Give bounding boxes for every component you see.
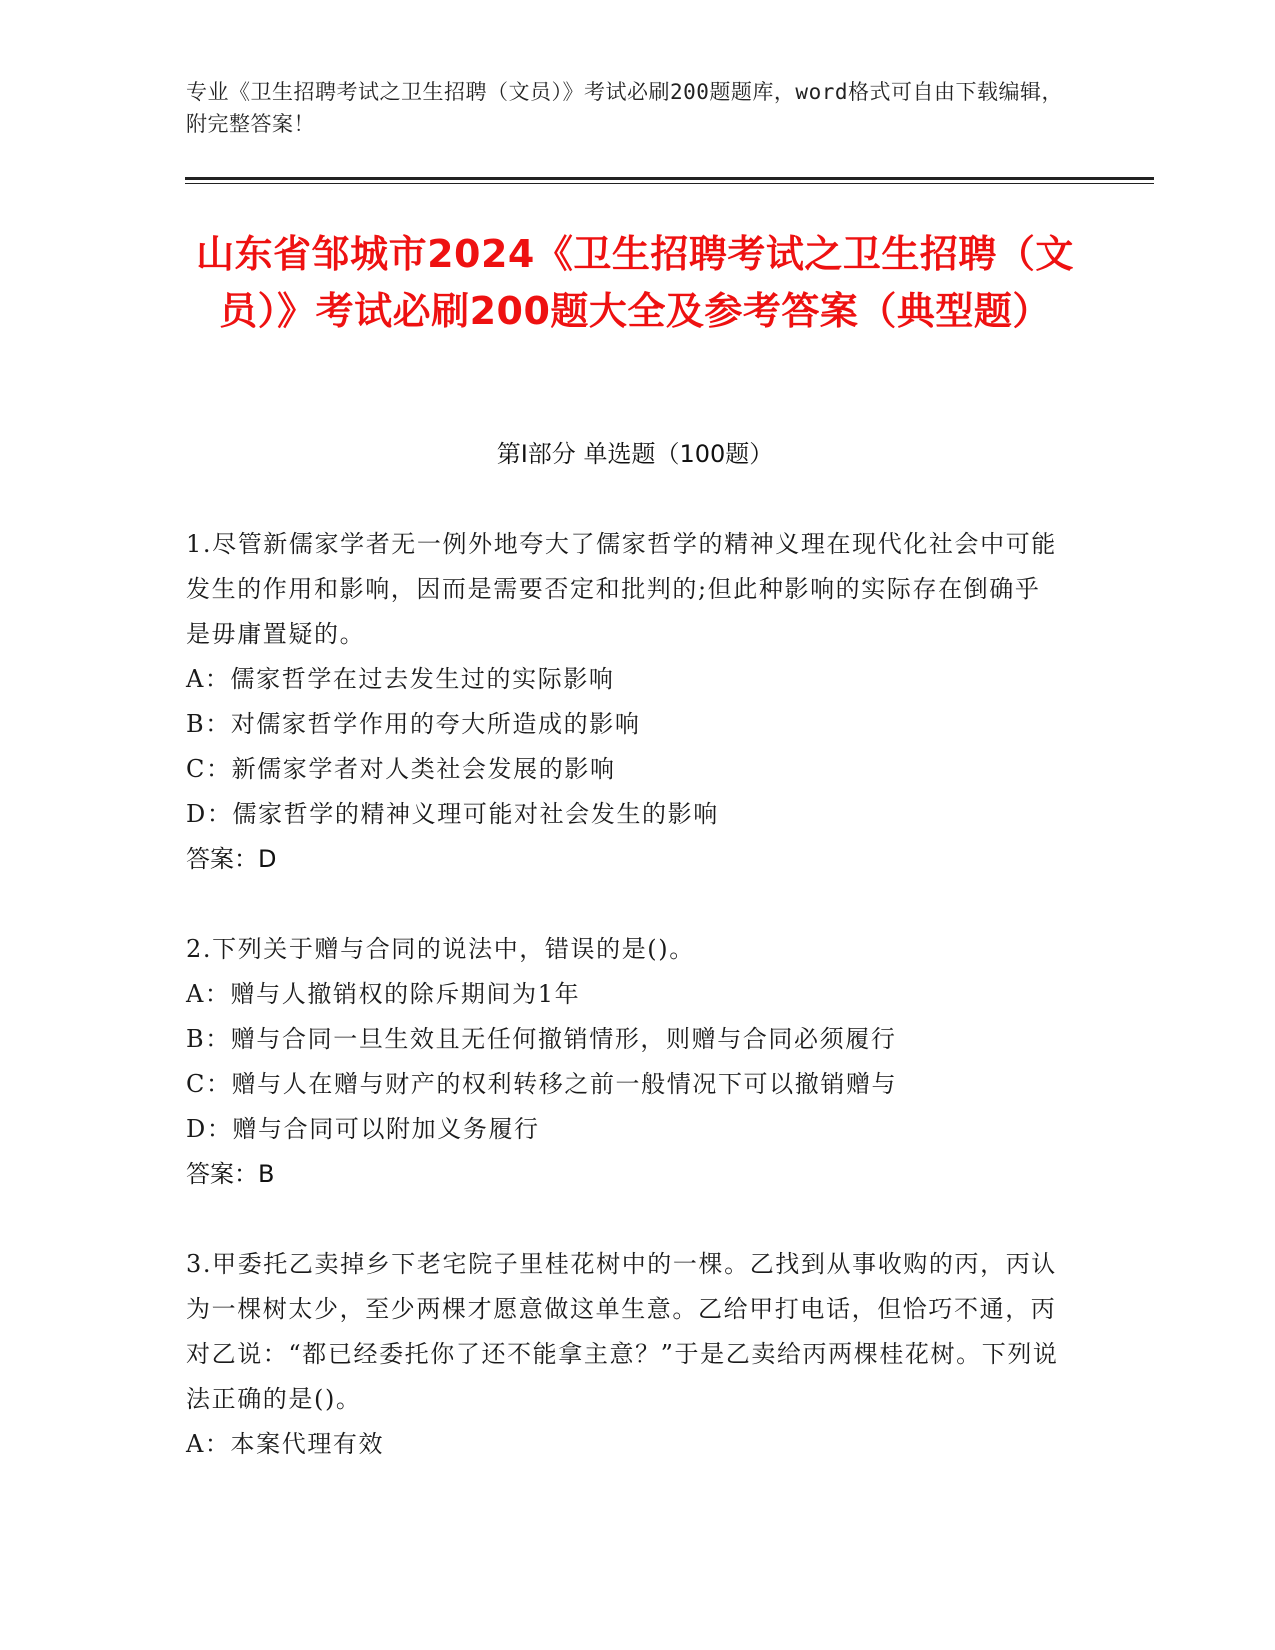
section-title: 第I部分 单选题（100题） xyxy=(496,440,774,468)
option-c: C：新儒家学者对人类社会发展的影响 xyxy=(186,755,616,783)
option-d: D：儒家哲学的精神义理可能对社会发生的影响 xyxy=(186,800,719,828)
question-2 xyxy=(186,927,1066,1197)
option-c: C：赠与人在赠与财产的权利转移之前一般情况下可以撤销赠与 xyxy=(186,1070,898,1098)
option-b: B：对儒家哲学作用的夸大所造成的影响 xyxy=(186,710,641,738)
question-1 xyxy=(186,522,1066,882)
option-a: A：儒家哲学在过去发生过的实际影响 xyxy=(186,665,615,693)
document-title: 山东省邹城市2024《卫生招聘考试之卫生招聘（文员）》考试必刷200题大全及参考答案（典型题） xyxy=(196,232,1074,333)
header-divider xyxy=(185,177,1154,180)
option-a: A：本案代理有效 xyxy=(186,1430,385,1458)
header-note: 专业《卫生招聘考试之卫生招聘（文员）》考试必刷200题题库，word格式可自由下载编辑，附完整答案！ xyxy=(186,80,1063,136)
question-text: 1.尽管新儒家学者无一例外地夸大了儒家哲学的精神义理在现代化社会中可能发生的作用和影响，因而是需要否定和批判的;但此种影响的实际存在倒确乎是毋庸置疑的。 xyxy=(186,530,1057,648)
option-b: B：赠与合同一旦生效且无任何撤销情形，则赠与合同必须履行 xyxy=(186,1025,897,1053)
answer: 答案：D xyxy=(186,845,277,873)
header-divider-thin xyxy=(185,183,1154,184)
question-text: 2.下列关于赠与合同的说法中，错误的是()。 xyxy=(186,935,695,963)
question-3 xyxy=(186,1242,1066,1467)
option-a: A：赠与人撤销权的除斥期间为1年 xyxy=(186,980,581,1008)
option-d: D：赠与合同可以附加义务履行 xyxy=(186,1115,540,1143)
answer: 答案：B xyxy=(186,1160,275,1188)
question-text: 3.甲委托乙卖掉乡下老宅院子里桂花树中的一棵。乙找到从事收购的丙，丙认为一棵树太少，至少两棵才愿意做这单生意。乙给甲打电话，但恰巧不通，丙对乙说：“都已经委托你了还不能拿主意？”于是乙卖给丙两棵桂花树。下列说法正确的是()。 xyxy=(186,1250,1059,1413)
question-list xyxy=(186,522,1066,1512)
